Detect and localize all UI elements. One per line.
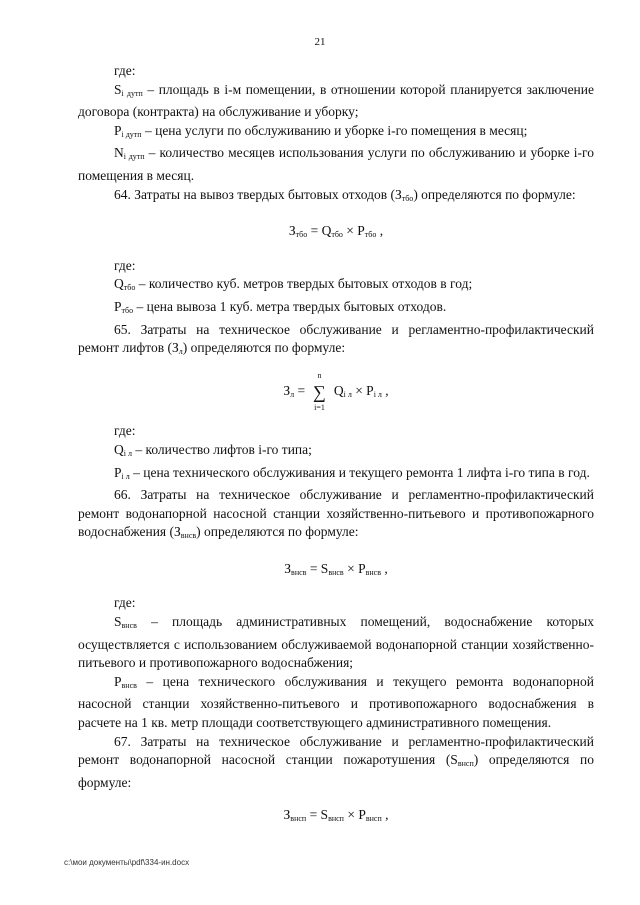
where-label: где: (114, 257, 136, 273)
page-number: 21 (314, 36, 326, 48)
section-66: 66. Затраты на техническое обслуживание и регламентно-профилактический ремонт водонапорной насосной станции хозяйственно-питьевого и противопожарного водоснабжения $(З_{внсв})$ определяются по формуле: (78, 487, 594, 541)
file-path-footer: c:\мои документы\pdf\334-ин.docx (64, 858, 190, 867)
section-67: 67. Затраты на техническое обслуживание и регламентно-профилактический ремонт водонапорной насосной станции пожаротушения $(S_{внсп})$ определяются по формуле: (78, 733, 594, 790)
sum-symbol: n ∑ i=1 (313, 370, 326, 412)
formula-65: $З_л$ = n ∑ i=1 $Q_{i л} \times P_{i л}$ , (283, 370, 389, 412)
where-label: где: (114, 423, 136, 439)
formula-64: $З_{тбо} = Q_{тбо} \times P_{тбо}$ , (288, 223, 384, 240)
where-label: где: (114, 63, 136, 78)
formula-67: $З_{внсп} = S_{внсп} \times P_{внсп}$ , (283, 807, 389, 824)
def-q-l: $Q_{i л}$ – количество лифтов i-го типа; (114, 441, 312, 458)
section-65: 65. Затраты на техническое обслуживание и регламентно-профилактический ремонт лифтов $(З_л)$ определяются по формуле: (78, 321, 594, 357)
formula-66: $З_{внсв} = S_{внсв} \times P_{внсв}$ , (284, 560, 388, 577)
def-p-tbo: $P_{тбо}$ – цена вывоза 1 куб. метра твердых бытовых отходов. (114, 298, 447, 315)
def-q-tbo: $Q_{тбо}$ – количество куб. метров твердых бытовых отходов в год; (114, 276, 473, 293)
def-p-dutp: $P_{i дутп}$ – цена услуги по обслуживанию и уборке i-го помещения в месяц; (114, 122, 528, 139)
def-p-vnsv: $P_{внсв}$ – цена технического обслуживания и текущего ремонта водонапорной насосной станции хозяйственно-питьевого и противопожарного водоснабжения в расчете на 1 кв. метр площади соответствующего административного помещения. (78, 673, 594, 731)
def-s-vnsv: $S_{внсв}$ – площадь административных помещений, водоснабжение которых осуществляется с использованием обслуживаемой водонапорной станции хозяйственно-питьевого и противопожарного водоснабжения; (78, 614, 594, 671)
def-s-dutp: $S_{i дутп}$ – площадь в i-м помещении, в отношении которой планируется заключение договора (контракта) на обслуживание и уборку; (78, 81, 595, 120)
def-p-l: $P_{i л}$ – цена технического обслуживания и текущего ремонта 1 лифта i-го типа в год. (114, 464, 590, 481)
where-label: где: (114, 595, 136, 611)
document-body (78, 62, 594, 841)
section-64: 64. Затраты на вывоз твердых бытовых отходов $(З_{тбо})$ определяются по формуле: (114, 186, 576, 203)
def-n-dutp: $N_{i дутп}$ – количество месяцев использования услуги по обслуживанию и уборке i-го помещения в месяц. (78, 145, 594, 183)
